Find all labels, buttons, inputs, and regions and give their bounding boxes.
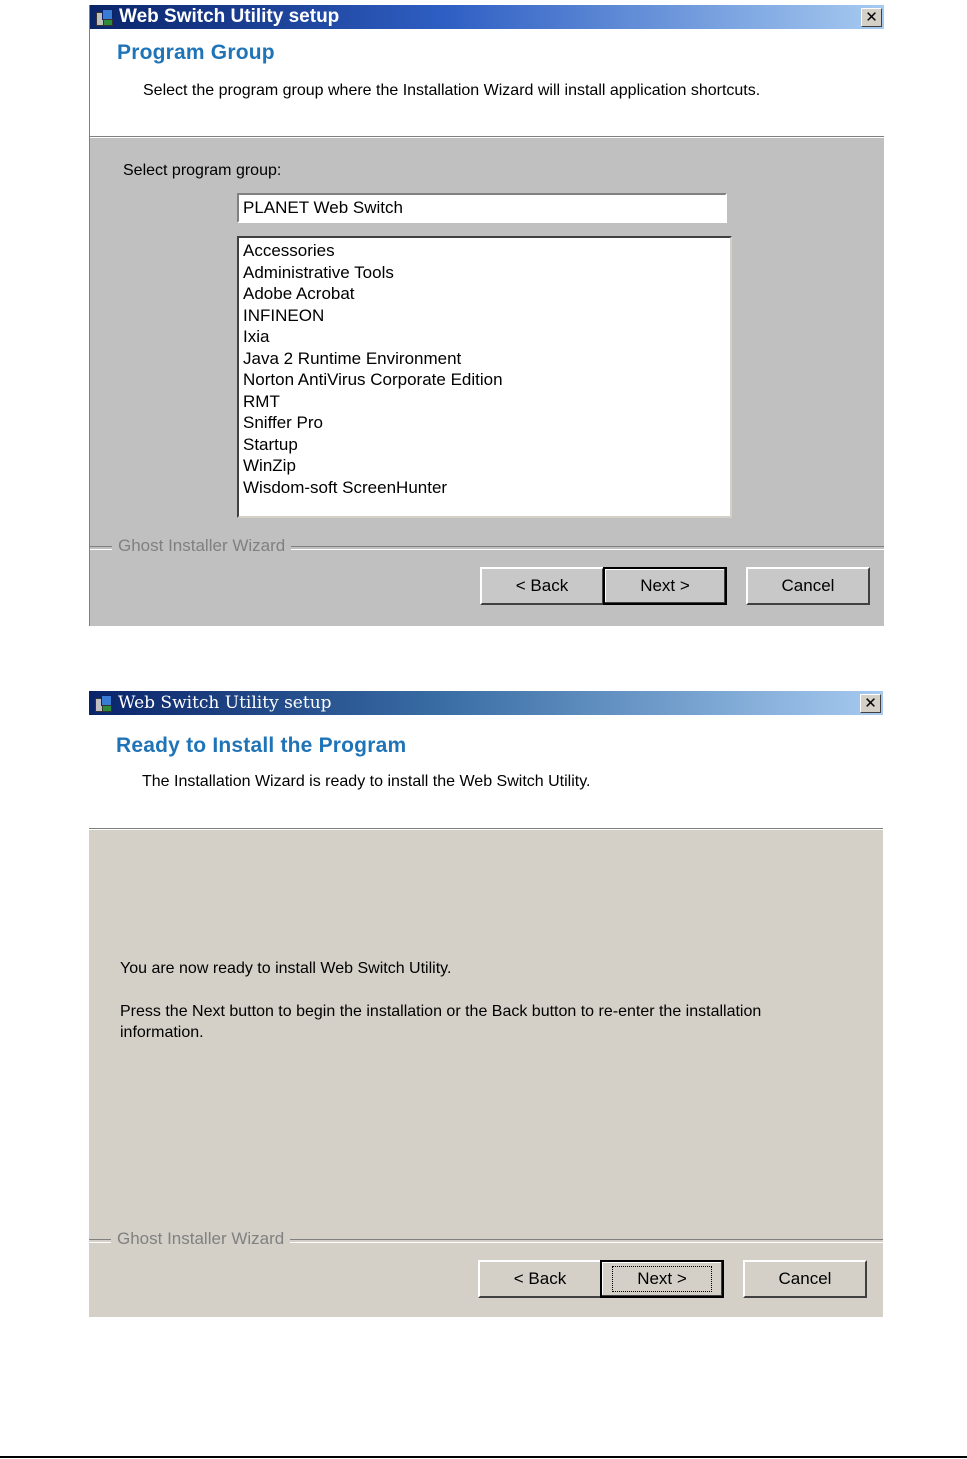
ready-to-install-dialog [89,691,883,1317]
list-item[interactable]: Adobe Acrobat [243,284,355,303]
close-icon: ✕ [864,694,877,712]
program-group-list[interactable] [237,236,732,518]
select-group-label: Select program group: [123,162,282,179]
list-item[interactable]: Ixia [243,327,270,346]
close-button[interactable] [861,8,882,27]
list-item[interactable]: Administrative Tools [243,262,394,282]
page-description: The Installation Wizard is ready to install the Web Switch Utility. [142,773,591,790]
close-icon: ✕ [865,8,878,26]
close-button[interactable] [860,694,881,713]
list-item[interactable]: Wisdom-soft ScreenHunter [243,477,448,497]
list-item[interactable]: Accessories [243,241,335,260]
list-item[interactable]: Sniffer Pro [243,413,324,432]
page-title: Program Group [117,41,275,64]
list-item[interactable]: Java 2 Runtime Environment [243,348,462,368]
wizard-header [90,29,884,137]
list-item[interactable]: WinZip [243,456,296,475]
title-bar[interactable] [90,5,884,29]
window-title: Web Switch Utility setup [118,693,332,713]
window-title: Web Switch Utility setup [119,6,340,27]
cancel-button[interactable]: Cancel [743,1260,867,1298]
page-bottom-rule [0,1456,967,1458]
list-item[interactable]: Norton AntiVirus Corporate Edition [243,370,503,389]
next-button[interactable] [600,1260,724,1298]
setup-app-icon [95,8,113,26]
wizard-header [89,715,883,829]
back-button[interactable]: < Back [478,1260,602,1298]
program-group-dialog [89,5,884,626]
wizard-brand-label: Ghost Installer Wizard [111,1229,290,1249]
back-button[interactable]: < Back [480,567,604,605]
page-description: Select the program group where the Installation Wizard will install application shortcuts. [143,82,761,99]
next-button-label: Next > [612,1266,712,1292]
list-item[interactable]: RMT [243,391,280,411]
list-item[interactable]: INFINEON [243,305,325,325]
instructions-text: Press the Next button to begin the installation or the Back button to re-enter the installation information. [120,1003,762,1041]
list-item[interactable]: Startup [243,434,298,454]
cancel-button[interactable]: Cancel [746,567,870,605]
title-bar[interactable] [89,691,883,715]
program-group-input[interactable] [237,193,727,223]
page-title: Ready to Install the Program [116,734,407,757]
ready-message: You are now ready to install Web Switch Utility. [120,960,452,977]
setup-app-icon [94,694,112,712]
next-button[interactable]: Next > [603,567,727,605]
wizard-brand-label: Ghost Installer Wizard [112,536,291,556]
